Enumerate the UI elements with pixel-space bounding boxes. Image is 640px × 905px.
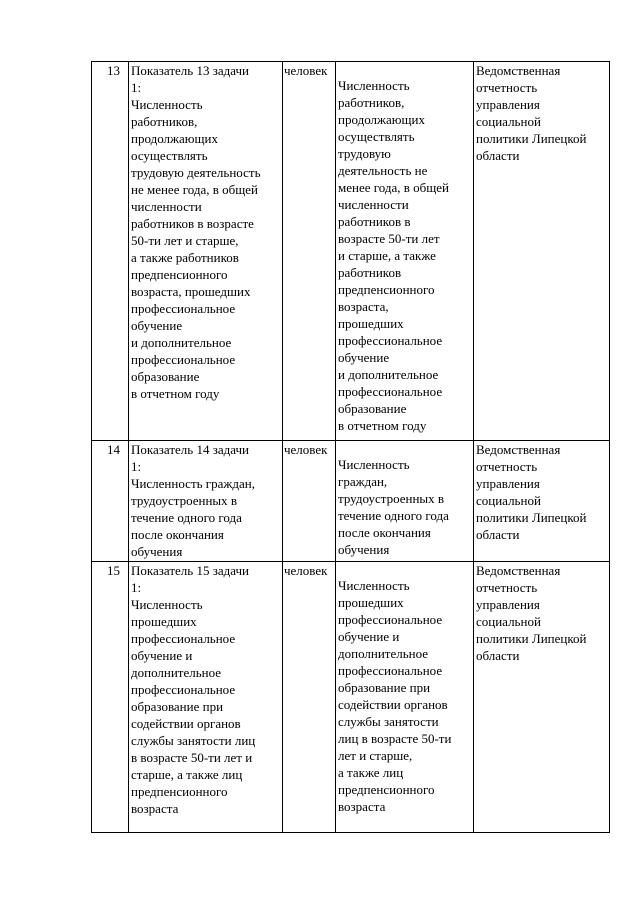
text-line: в отчетном году: [338, 418, 427, 433]
text-line: Численность: [338, 457, 410, 472]
text-line: дополнительное: [338, 646, 429, 661]
text-line: и дополнительное: [338, 367, 439, 382]
text-line: граждан,: [338, 474, 388, 489]
text-line: а также лиц: [338, 765, 404, 780]
text-line: политики Липецкой: [476, 510, 587, 525]
row-number: 14: [92, 441, 129, 562]
text-line: Численность: [338, 78, 410, 93]
text-line: в отчетном году: [131, 386, 220, 401]
row-number: 15: [92, 562, 129, 833]
text-line: образование: [338, 401, 407, 416]
text-line: продолжающих: [338, 112, 425, 127]
text-line: и старше, а также: [338, 248, 436, 263]
text-line: отчетность: [476, 459, 538, 474]
text-line: образование при: [338, 680, 431, 695]
indicator-name: [129, 562, 283, 833]
text-line: предпенсионного: [338, 782, 435, 797]
text-line: обучение: [338, 350, 390, 365]
text-line: 1:: [131, 80, 142, 95]
text-line: службы занятости лиц: [131, 733, 256, 748]
text-line: области: [476, 527, 520, 542]
table-row: [92, 441, 610, 562]
text-line: работников,: [131, 114, 198, 129]
text-line: работников в: [338, 214, 411, 229]
text-line: 1:: [131, 580, 142, 595]
text-line: трудоустроенных в: [338, 491, 445, 506]
text-line: области: [476, 148, 520, 163]
text-line: социальной: [476, 614, 541, 629]
text-line: предпенсионного: [338, 282, 435, 297]
text-line: Показатель 13 задачи: [131, 63, 249, 78]
text-line: политики Липецкой: [476, 131, 587, 146]
text-line: отчетность: [476, 580, 538, 595]
row-number: 13: [92, 62, 129, 441]
indicators-table: [91, 61, 610, 833]
text-line: профессиональное: [131, 352, 236, 367]
text-line: прошедших: [338, 595, 404, 610]
text-line: Численность граждан,: [131, 476, 255, 491]
indicator-name: [129, 441, 283, 562]
text-line: области: [476, 648, 520, 663]
data-source: [474, 441, 610, 562]
text-line: течение одного года: [131, 510, 242, 525]
text-line: численности: [131, 199, 202, 214]
text-line: в возрасте 50-ти лет и: [131, 750, 253, 765]
text-line: управления: [476, 97, 540, 112]
text-line: осуществлять: [338, 129, 415, 144]
text-line: работников,: [338, 95, 405, 110]
indicator-definition: [336, 441, 474, 562]
text-line: профессиональное: [338, 384, 443, 399]
text-line: трудовую деятельность: [131, 165, 261, 180]
text-line: образование: [131, 369, 200, 384]
text-line: после окончания: [338, 525, 431, 540]
text-line: обучение и: [131, 648, 193, 663]
text-line: а также работников: [131, 250, 239, 265]
text-line: и дополнительное: [131, 335, 232, 350]
text-line: трудовую: [338, 146, 391, 161]
text-line: возраста: [338, 799, 386, 814]
text-line: политики Липецкой: [476, 631, 587, 646]
text-line: Показатель 15 задачи: [131, 563, 249, 578]
text-line: профессиональное: [131, 682, 236, 697]
text-line: профессиональное: [338, 612, 443, 627]
text-line: осуществлять: [131, 148, 208, 163]
text-line: прошедших: [131, 614, 197, 629]
text-line: старше, а также лиц: [131, 767, 243, 782]
unit-of-measure: человек: [283, 441, 336, 562]
text-line: Численность: [131, 597, 203, 612]
text-line: Показатель 14 задачи: [131, 442, 249, 457]
text-line: социальной: [476, 493, 541, 508]
text-line: возрасте 50-ти лет: [338, 231, 440, 246]
text-line: прошедших: [338, 316, 404, 331]
text-line: профессиональное: [131, 301, 236, 316]
text-line: профессиональное: [338, 333, 443, 348]
text-line: обучения: [338, 542, 390, 557]
text-line: обучение: [131, 318, 183, 333]
data-source: [474, 562, 610, 833]
text-line: Численность: [338, 578, 410, 593]
text-line: обучения: [131, 544, 183, 559]
text-line: профессиональное: [131, 631, 236, 646]
text-line: предпенсионного: [131, 267, 228, 282]
text-line: продолжающих: [131, 131, 218, 146]
data-source: [474, 62, 610, 441]
text-line: 50-ти лет и старше,: [131, 233, 239, 248]
indicator-definition: [336, 62, 474, 441]
text-line: численности: [338, 197, 409, 212]
unit-of-measure: человек: [283, 562, 336, 833]
text-line: профессиональное: [338, 663, 443, 678]
text-line: лиц в возрасте 50-ти: [338, 731, 452, 746]
unit-of-measure: человек: [283, 62, 336, 441]
text-line: дополнительное: [131, 665, 222, 680]
text-line: лет и старше,: [338, 748, 413, 763]
text-line: менее года, в общей: [338, 180, 450, 195]
text-line: отчетность: [476, 80, 538, 95]
text-line: образование при: [131, 699, 224, 714]
text-line: управления: [476, 597, 540, 612]
text-line: 1:: [131, 459, 142, 474]
table-row: [92, 62, 610, 441]
indicator-name: [129, 62, 283, 441]
text-line: содействии органов: [131, 716, 241, 731]
text-line: возраста, прошедших: [131, 284, 251, 299]
indicator-definition: [336, 562, 474, 833]
text-line: службы занятости: [338, 714, 439, 729]
text-line: Ведомственная: [476, 63, 561, 78]
text-line: деятельность не: [338, 163, 428, 178]
text-line: не менее года, в общей: [131, 182, 258, 197]
text-line: Ведомственная: [476, 563, 561, 578]
text-line: Численность: [131, 97, 203, 112]
text-line: социальной: [476, 114, 541, 129]
text-line: управления: [476, 476, 540, 491]
text-line: возраста,: [338, 299, 389, 314]
text-line: работников в возрасте: [131, 216, 254, 231]
text-line: Ведомственная: [476, 442, 561, 457]
text-line: содействии органов: [338, 697, 448, 712]
text-line: работников: [338, 265, 402, 280]
text-line: после окончания: [131, 527, 224, 542]
text-line: трудоустроенных в: [131, 493, 238, 508]
text-line: течение одного года: [338, 508, 449, 523]
text-line: предпенсионного: [131, 784, 228, 799]
text-line: обучение и: [338, 629, 400, 644]
table-row: [92, 562, 610, 833]
text-line: возраста: [131, 801, 179, 816]
